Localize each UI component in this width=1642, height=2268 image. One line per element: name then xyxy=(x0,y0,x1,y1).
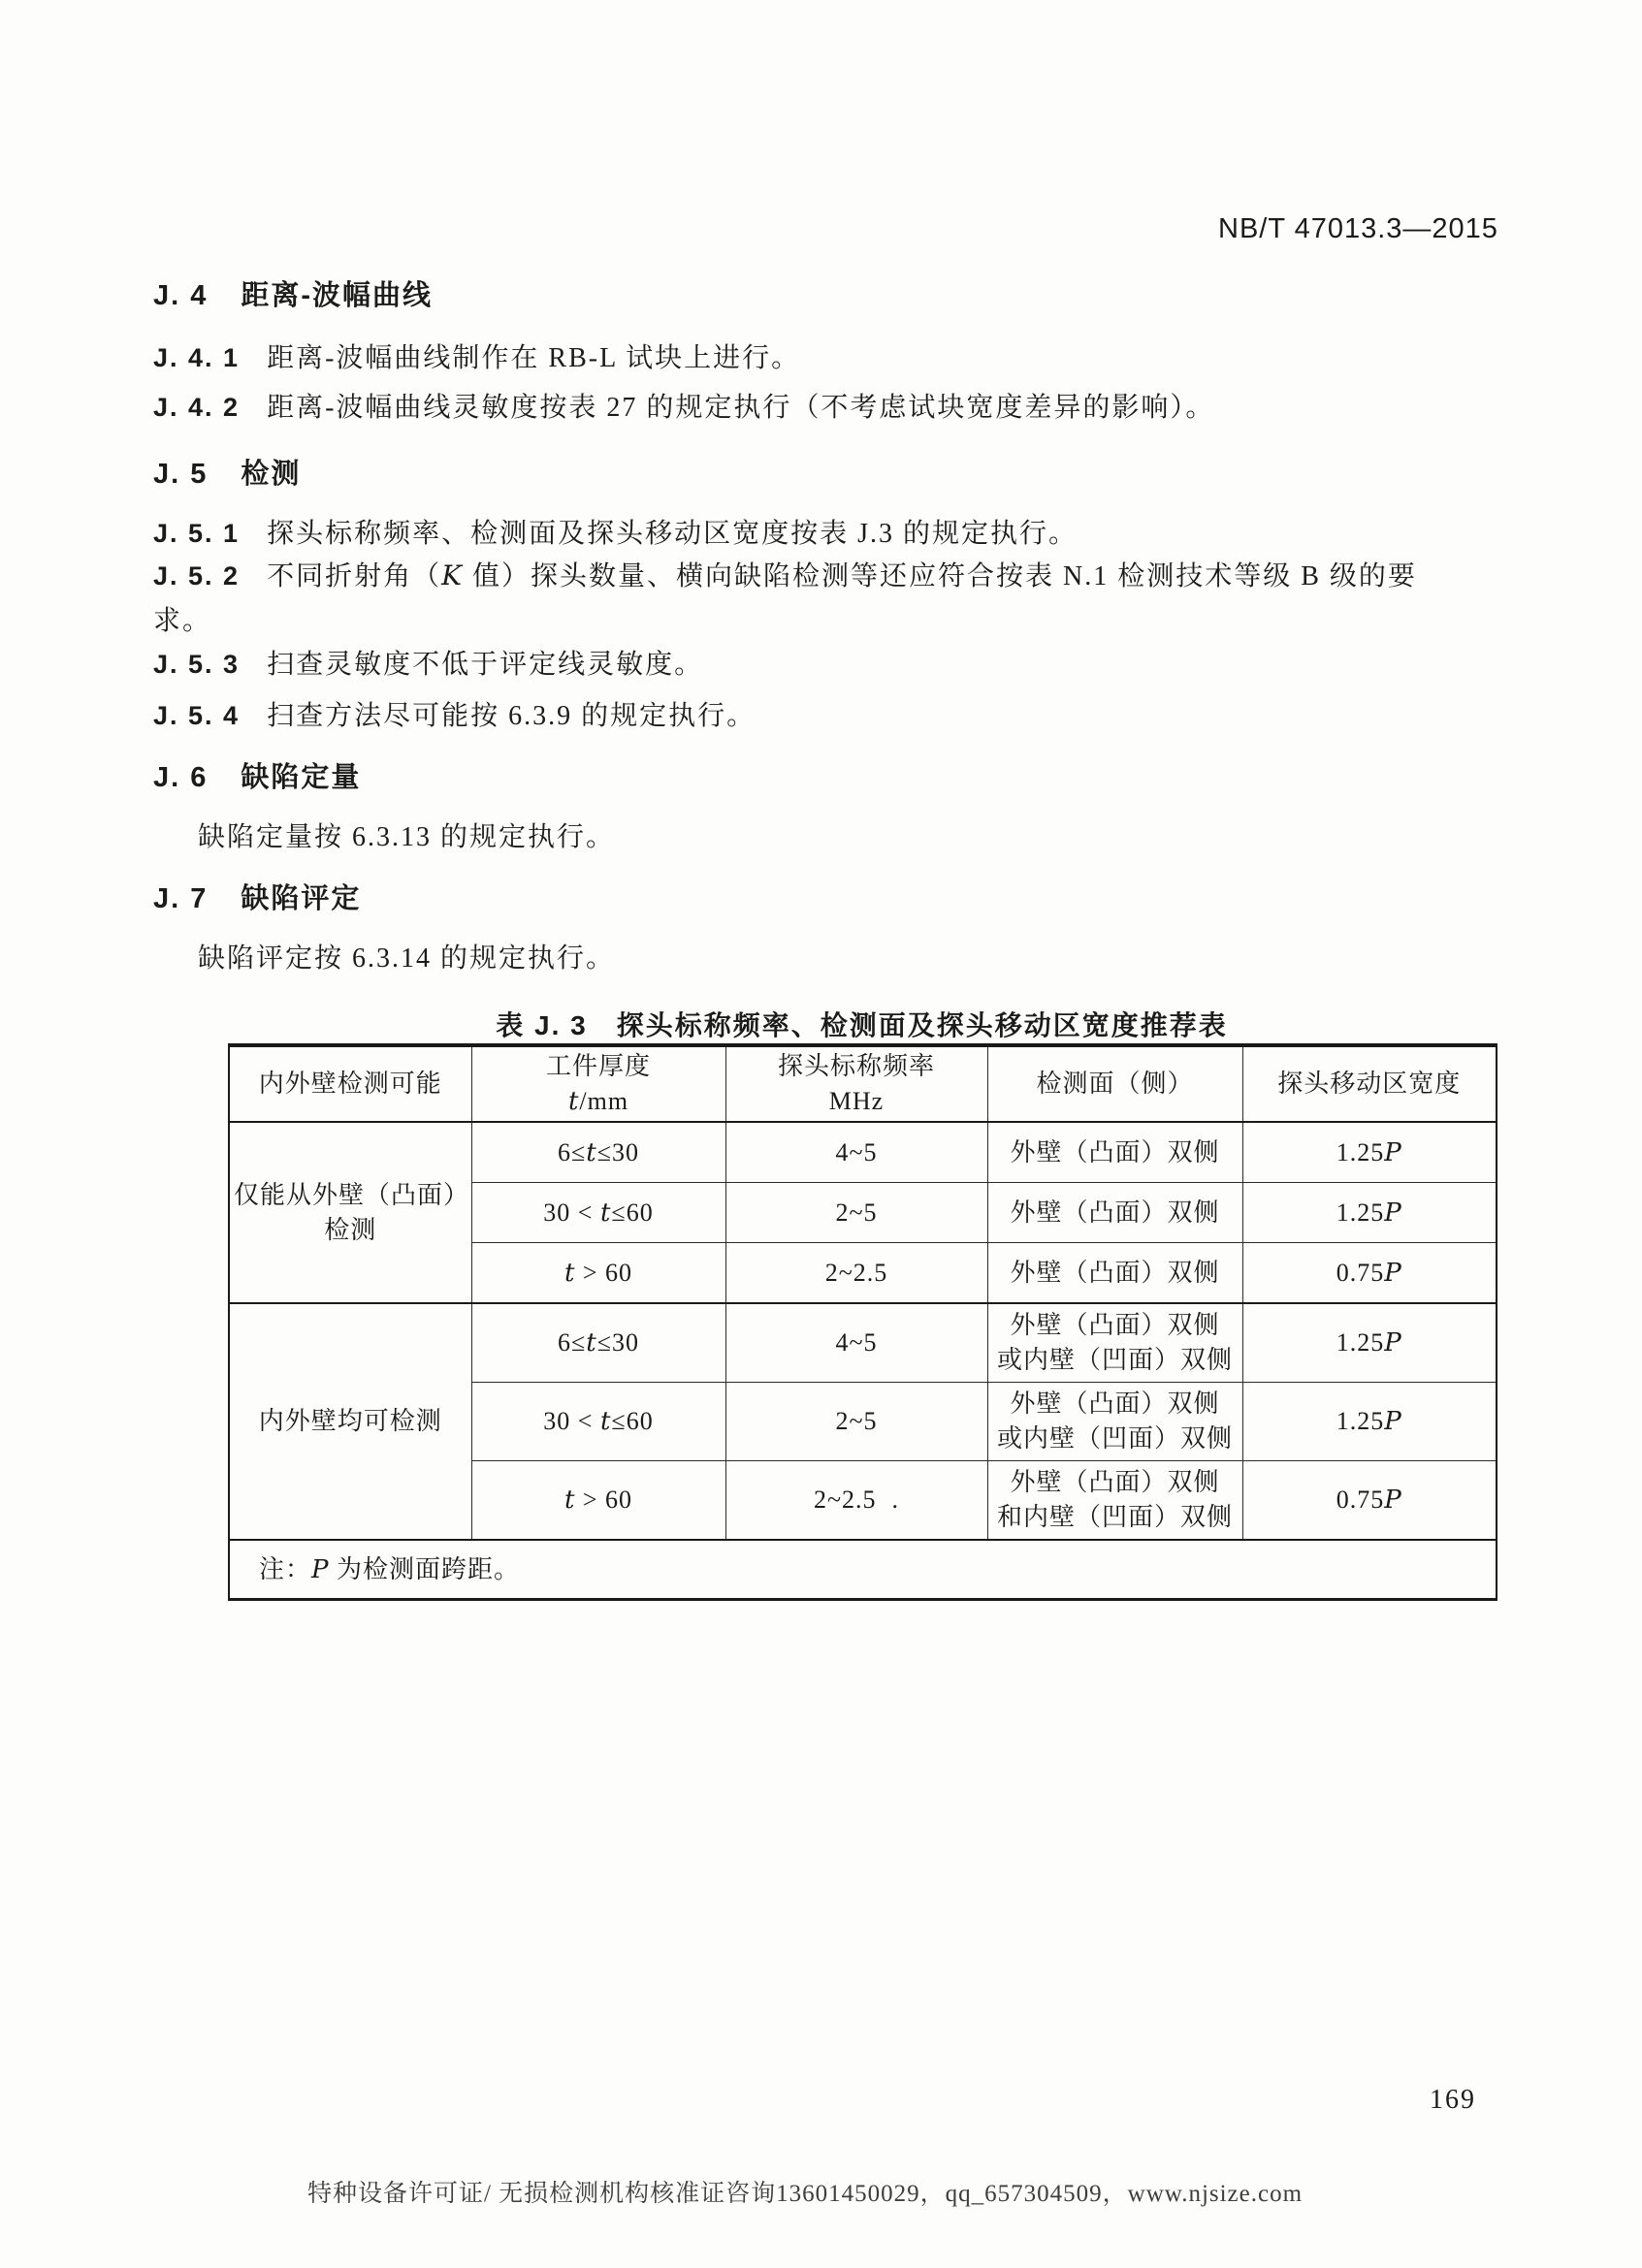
thickness-cell xyxy=(471,1461,725,1541)
width-cell xyxy=(1242,1461,1497,1541)
thickness-cell xyxy=(471,1122,725,1183)
heading-title: 距离-波幅曲线 xyxy=(241,280,434,311)
surface-cell: 外壁（凸面）双侧 xyxy=(987,1183,1242,1243)
thickness-post: > 60 xyxy=(575,1485,633,1514)
frequency-cell: 2~5 xyxy=(725,1383,987,1461)
page-number: 169 xyxy=(1430,2085,1476,2115)
scan-artifact-dot: . xyxy=(891,1485,900,1514)
surface-cell: 外壁（凸面）双侧 xyxy=(987,1122,1242,1183)
clause-number: J. 4 xyxy=(153,280,209,311)
header-cell-surface: 检测面（侧） xyxy=(987,1045,1242,1122)
variable-p: P xyxy=(311,1554,330,1584)
clause-number: J. 5. 1 xyxy=(153,519,241,548)
clause-number: J. 7 xyxy=(153,883,209,914)
thickness-unit: /mm xyxy=(579,1087,629,1115)
variable-p: P xyxy=(1384,1198,1402,1228)
variable-t: t xyxy=(599,1198,612,1228)
clause-text: 不同折射角（ xyxy=(267,561,442,591)
frequency-cell: 2~5 xyxy=(725,1183,987,1243)
thickness-cell xyxy=(471,1183,725,1243)
clause-text: 距离-波幅曲线灵敏度按表 27 的规定执行（不考虑试块宽度差异的影响）。 xyxy=(267,393,1215,423)
surface-line2: 和内壁（凹面）双侧 xyxy=(996,1503,1233,1531)
surface-line2: 或内壁（凹面）双侧 xyxy=(996,1424,1233,1453)
frequency-value: 2~2.5 xyxy=(813,1485,877,1514)
clause-j41 xyxy=(153,335,800,381)
thickness-cell xyxy=(471,1303,725,1383)
heading-j5 xyxy=(153,452,301,492)
clause-line-2: 求。 xyxy=(153,606,212,636)
group1-label-line2: 检测 xyxy=(324,1215,377,1244)
table-j3 xyxy=(228,1043,1497,1601)
heading-j6 xyxy=(153,755,361,795)
header-frequency-line1: 探头标称频率 xyxy=(777,1052,935,1080)
clause-text: 扫查方法尽可能按 6.3.9 的规定执行。 xyxy=(267,701,757,731)
variable-t: t xyxy=(586,1328,597,1358)
width-cell xyxy=(1242,1383,1497,1461)
table-header-row xyxy=(229,1045,1497,1122)
width-number: 0.75 xyxy=(1336,1485,1385,1514)
thickness-post: ≤30 xyxy=(596,1328,639,1357)
note-prefix: 注： xyxy=(259,1554,312,1583)
thickness-post: > 60 xyxy=(575,1258,633,1287)
group2-label-cell: 内外壁均可检测 xyxy=(229,1303,471,1540)
paragraph-j7-body: 缺陷评定按 6.3.14 的规定执行。 xyxy=(198,943,616,974)
width-cell xyxy=(1242,1243,1497,1304)
variable-k: K xyxy=(441,559,464,591)
clause-j53 xyxy=(153,642,703,687)
clause-number: J. 5. 4 xyxy=(153,701,241,730)
table-row xyxy=(229,1122,1497,1183)
frequency-cell xyxy=(725,1461,987,1541)
surface-line1: 外壁（凸面）双侧 xyxy=(1010,1390,1220,1418)
header-frequency-line2: MHz xyxy=(828,1087,885,1115)
surface-cell xyxy=(987,1383,1242,1461)
clause-j51 xyxy=(153,511,1078,557)
width-cell xyxy=(1242,1303,1497,1383)
clause-number: J. 4. 2 xyxy=(153,393,241,422)
heading-j7 xyxy=(153,877,361,916)
thickness-cell xyxy=(471,1383,725,1461)
variable-t: t xyxy=(563,1258,576,1288)
group1-label-cell xyxy=(229,1122,471,1303)
note-text: 为检测面跨距。 xyxy=(329,1554,521,1583)
thickness-pre: 30 < xyxy=(543,1407,600,1435)
header-cell-probe-zone-width: 探头移动区宽度 xyxy=(1242,1045,1497,1122)
header-thickness-line2 xyxy=(476,1084,722,1119)
frequency-cell: 4~5 xyxy=(725,1303,987,1383)
header-cell-wall-access: 内外壁检测可能 xyxy=(229,1045,471,1122)
variable-t: t xyxy=(586,1137,597,1167)
thickness-post: ≤60 xyxy=(611,1407,654,1435)
clause-line-1 xyxy=(153,554,1417,599)
variable-t: t xyxy=(563,1485,576,1515)
surface-line1: 外壁（凸面）双侧 xyxy=(1010,1311,1220,1339)
clause-text: 距离-波幅曲线制作在 RB-L 试块上进行。 xyxy=(267,343,801,373)
thickness-pre: 30 < xyxy=(543,1198,600,1227)
variable-p: P xyxy=(1384,1137,1402,1167)
clause-number: J. 5. 3 xyxy=(153,650,241,679)
surface-line2: 或内壁（凹面）双侧 xyxy=(996,1346,1233,1374)
width-number: 0.75 xyxy=(1336,1258,1385,1287)
surface-cell: 外壁（凸面）双侧 xyxy=(987,1243,1242,1304)
table-row xyxy=(229,1303,1497,1383)
width-number: 1.25 xyxy=(1336,1198,1385,1227)
heading-j4 xyxy=(153,273,433,313)
thickness-pre: 6≤ xyxy=(557,1328,587,1357)
table-note-row xyxy=(229,1540,1497,1600)
clause-number: J. 6 xyxy=(153,762,209,793)
variable-t: t xyxy=(567,1087,580,1116)
clause-number: J. 5 xyxy=(153,459,209,490)
footer-watermark: 特种设备许可证/ 无损检测机构核准证咨询13601450029，qq_657304509，www.njsize.com xyxy=(306,2181,1304,2207)
heading-title: 缺陷定量 xyxy=(241,762,362,793)
variable-p: P xyxy=(1384,1328,1402,1358)
heading-title: 缺陷评定 xyxy=(241,883,362,914)
surface-cell xyxy=(987,1303,1242,1383)
frequency-cell: 4~5 xyxy=(725,1122,987,1183)
clause-text: 扫查灵敏度不低于评定线灵敏度。 xyxy=(267,650,704,680)
thickness-post: ≤30 xyxy=(596,1137,639,1166)
width-number: 1.25 xyxy=(1336,1407,1385,1435)
clause-j54 xyxy=(153,693,756,739)
width-cell xyxy=(1242,1122,1497,1183)
width-cell xyxy=(1242,1183,1497,1243)
group1-label-line1: 仅能从外壁（凸面） xyxy=(234,1180,470,1209)
clause-text: 探头标称频率、检测面及探头移动区宽度按表 J.3 的规定执行。 xyxy=(267,519,1078,549)
clause-number: J. 5. 2 xyxy=(153,561,241,591)
clause-text: 值）探头数量、横向缺陷检测等还应符合按表 N.1 检测技术等级 B 级的要 xyxy=(464,561,1417,591)
clause-number: J. 4. 1 xyxy=(153,343,241,372)
width-number: 1.25 xyxy=(1336,1137,1385,1166)
thickness-post: ≤60 xyxy=(611,1198,654,1227)
clause-j52 xyxy=(153,554,1417,644)
width-number: 1.25 xyxy=(1336,1328,1385,1357)
variable-t: t xyxy=(599,1407,612,1436)
standard-code-header: NB/T 47013.3—2015 xyxy=(1218,213,1498,244)
variable-p: P xyxy=(1384,1485,1402,1515)
thickness-pre: 6≤ xyxy=(557,1137,587,1166)
header-cell-thickness xyxy=(471,1045,725,1122)
table-j3-title: 表 J. 3 探头标称频率、检测面及探头移动区宽度推荐表 xyxy=(496,1010,1228,1040)
heading-title: 检测 xyxy=(241,459,302,490)
surface-cell xyxy=(987,1461,1242,1541)
variable-p: P xyxy=(1384,1407,1402,1436)
table-note-cell xyxy=(229,1540,1497,1600)
surface-line1: 外壁（凸面）双侧 xyxy=(1010,1468,1220,1496)
paragraph-j6-body: 缺陷定量按 6.3.13 的规定执行。 xyxy=(198,822,616,852)
frequency-cell: 2~2.5 xyxy=(725,1243,987,1304)
header-thickness-line1: 工件厚度 xyxy=(545,1052,651,1080)
thickness-cell xyxy=(471,1243,725,1304)
clause-j42 xyxy=(153,385,1214,431)
variable-p: P xyxy=(1384,1258,1402,1288)
header-cell-frequency xyxy=(725,1045,987,1122)
